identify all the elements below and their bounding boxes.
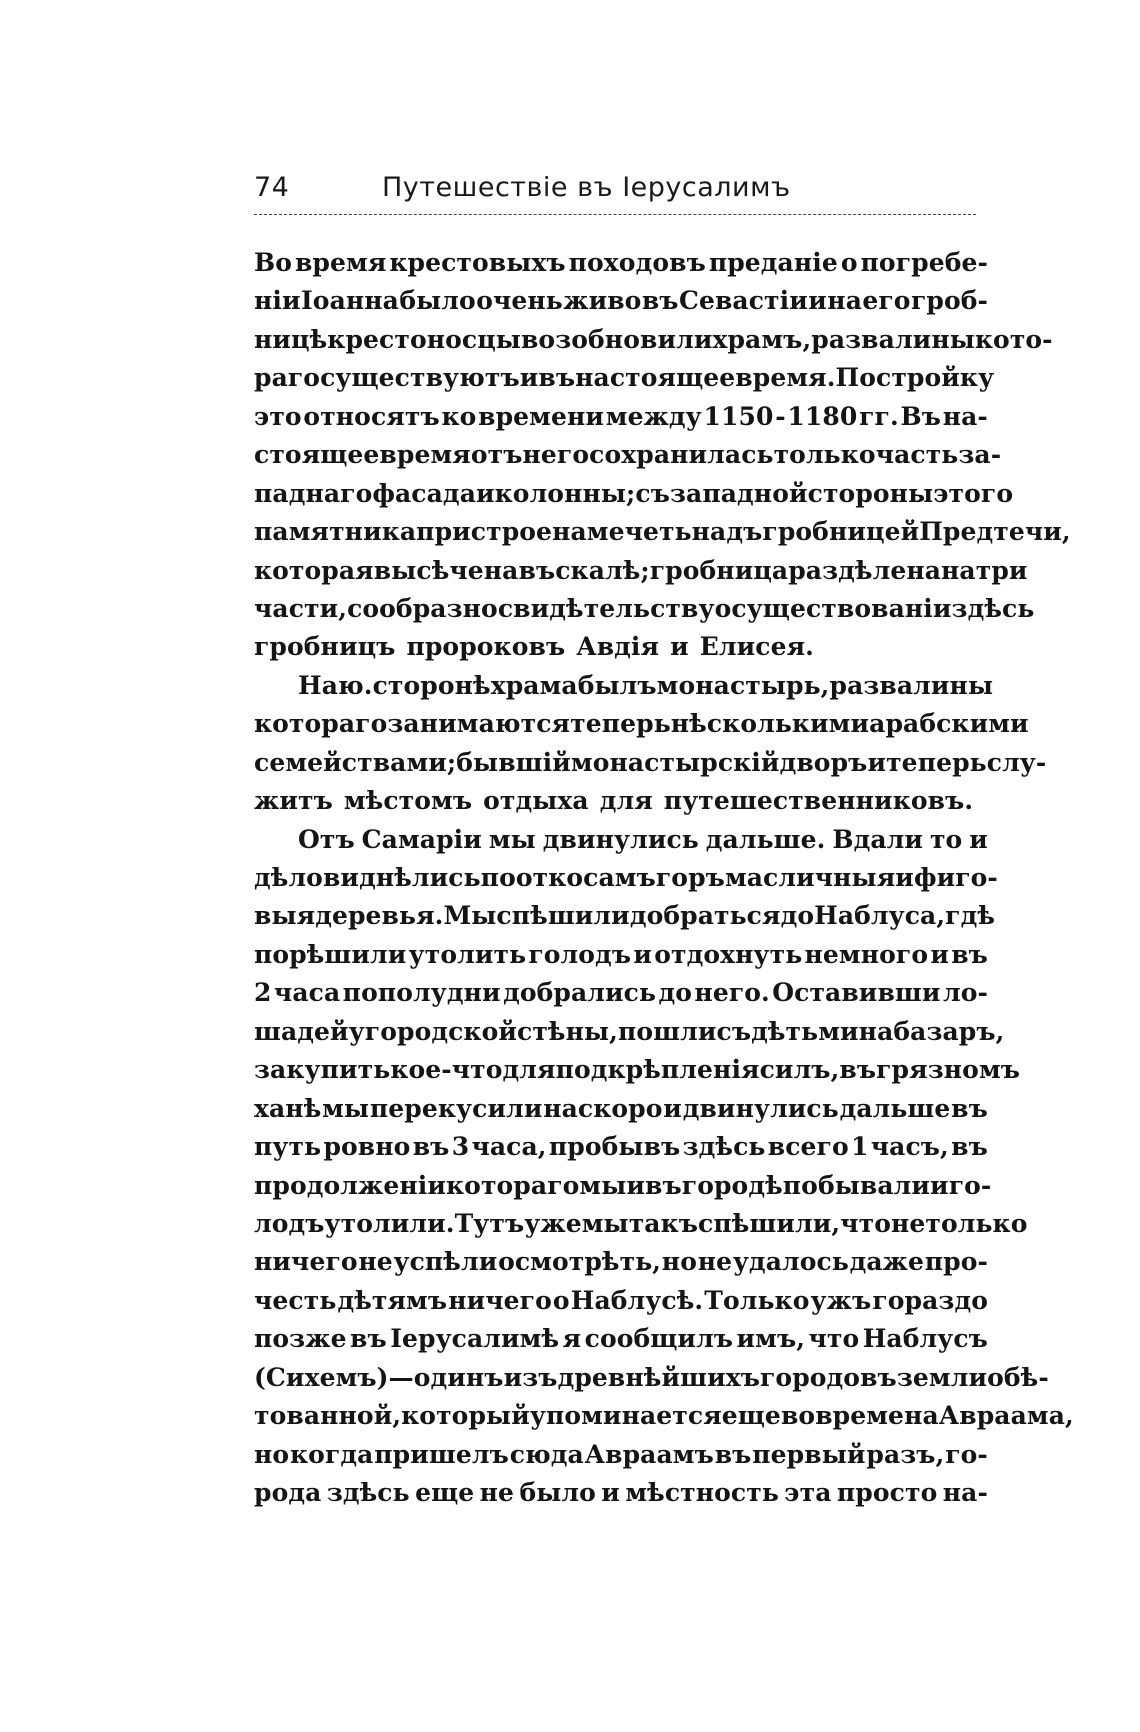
text-line: это относятъ ко времени между 1150 - 1180 гг. Въ на-	[254, 401, 988, 431]
text-line: Отъ Самаріи мы двинулись дальше. Вдали то и	[298, 824, 988, 854]
text-line: путь ровно въ 3 часа, пробывъ здѣсь всего 1 часъ, въ	[254, 1132, 988, 1162]
text-line: шадей у городской стѣны, пошли съ дѣтьми на базаръ,	[254, 1016, 1005, 1046]
text-line: дѣло виднѣлись по откосамъ горъ масличныя и фиго-	[254, 863, 998, 892]
text-line: раго существуютъ и въ настоящее время. Постройку	[254, 363, 995, 393]
text-line: честь дѣтямъ ничего о Наблусѣ. Только ужъ гораздо	[254, 1285, 988, 1315]
text-line: продолженіи котораго мы и въ городѣ побывали и го-	[254, 1170, 992, 1200]
text-line: которая высѣчена въ скалѣ; гробница раздѣлена на три	[254, 555, 1028, 585]
text-line: семействами; бывшій монастырскій дворъ и теперь слу-	[254, 747, 1047, 777]
body-text	[254, 244, 1074, 1512]
paragraph	[254, 821, 1074, 1513]
text-line: ханѣ мы перекусили наскоро и двинулись дальше въ	[254, 1093, 988, 1123]
text-line: гробницъ пророковъ Авдія и Елисея.	[254, 632, 814, 662]
page-header	[254, 172, 976, 212]
text-line: выя деревья. Мы спѣшили добраться до Наблуса, гдѣ	[254, 901, 996, 931]
text-line: части, сообразно свидѣтельству о существованіи здѣсь	[254, 593, 1035, 623]
text-line: На ю. сторонѣ храма былъ монастырь, развалины	[298, 670, 994, 700]
running-title: Путешествіе въ Іерусалимъ	[382, 172, 791, 203]
text-line: ніи Іоанна было очень живо въ Севастіи и на его гроб-	[254, 286, 988, 316]
text-line: лодъ утолили. Тутъ уже мы такъ спѣшили, что не только	[254, 1208, 1028, 1238]
paragraph	[254, 667, 1047, 821]
text-line: 2 часа пополудни добрались до него. Оставивши ло-	[254, 978, 988, 1008]
text-line: тованной, который упоминается еще во времена Авраама,	[254, 1401, 1074, 1431]
text-line: ницѣ крестоносцы возобновили храмъ, развалины кото-	[254, 324, 1053, 354]
text-line: ничего не успѣли осмотрѣть, но не удалось даже про-	[254, 1247, 988, 1277]
text-line: рода здѣсь еще не было и мѣстность эта просто на-	[254, 1478, 988, 1507]
paragraph	[254, 244, 1071, 667]
text-line: памятника пристроена мечеть надъ гробницей Предтечи,	[254, 517, 1071, 547]
text-line: житъ мѣстомъ отдыха для путешественниковъ.	[254, 786, 974, 816]
text-line: закупить кое-что для подкрѣпленія силъ, въ грязномъ	[254, 1055, 1021, 1085]
text-line: но когда пришелъ сюда Авраамъ въ первый разъ, го-	[254, 1439, 988, 1469]
page-number: 74	[254, 172, 290, 203]
text-line: позже въ Іерусалимѣ я сообщилъ имъ, что Наблусъ	[254, 1324, 988, 1354]
text-line: порѣшили утолить голодъ и отдохнуть немного и въ	[254, 939, 988, 969]
text-line: (Сихемъ) — одинъ изъ древнѣйшихъ городовъ земли обѣ-	[254, 1362, 1049, 1392]
text-line: Во время крестовыхъ походовъ преданіе о погребе-	[254, 248, 988, 277]
text-line: стоящее время отъ него сохранилась только часть за-	[254, 440, 1002, 470]
text-line: паднаго фасада и колонны; съ западной стороны этого	[254, 478, 1014, 508]
text-line: котораго занимаются теперь нѣсколькими арабскими	[254, 709, 1029, 739]
header-divider	[254, 214, 976, 215]
